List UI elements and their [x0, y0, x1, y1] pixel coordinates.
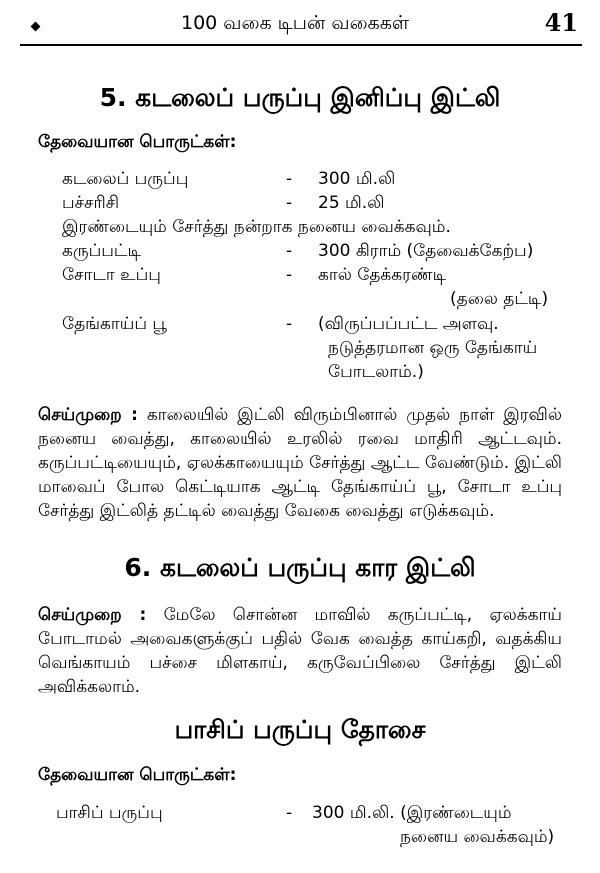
ingredient-name: சோடா உப்பு [62, 265, 161, 285]
recipe-5-title: 5. கடலைப் பருப்பு இனிப்பு இட்லி [99, 83, 501, 112]
ingredient-note: நனைய வைக்கவும்) [400, 827, 555, 847]
ingredient-qty: 300 மி.லி [318, 169, 396, 189]
header-rule [20, 44, 582, 46]
ingredient-name: கடலைப் பருப்பு [62, 169, 189, 189]
ingredient-qty: 300 கிராம் (தேவைக்கேற்ப) [318, 241, 534, 261]
ingredient-row [0, 803, 600, 827]
ingredient-qty: 300 மி.லி. (இரண்டையும் [312, 803, 512, 823]
soak-note: இரண்டையும் சேர்த்து நன்றாக நனைய வைக்கவும். [62, 217, 451, 237]
ingredient-dash: - [286, 169, 293, 189]
method-text: மேலே சொன்ன மாவில் கருப்பட்டி, ஏலக்காய் போடாமல் அவைகளுக்குப் பதில் வேக வைத்த காய்கறி, வதக்கிய வெங்காயம் பச்சை மிளகாய், கருவேப்பிலை சேர்த்து இட்லி அவிக்கலாம். [38, 605, 562, 697]
recipe-7-title: பாசிப் பருப்பு தோசை [174, 715, 426, 744]
ingredient-row [0, 169, 600, 193]
ingredient-name: பாசிப் பருப்பு [56, 803, 163, 823]
ingredient-row [0, 314, 600, 338]
coconut-note-line: நடுத்தரமான ஒரு தேங்காய் [328, 338, 538, 358]
method-label: செய்முறை : [38, 405, 138, 425]
ingredient-name: கருப்பட்டி [62, 241, 141, 261]
running-title: 100 வகை டிபன் வகைகள் [181, 12, 409, 34]
ingredient-dash: - [286, 314, 293, 334]
ingredient-dash: - [286, 193, 293, 213]
ingredient-dash: - [286, 265, 293, 285]
ingredient-dash: - [286, 241, 293, 261]
ingredient-row [0, 241, 600, 265]
ingredient-qty: (விருப்பப்பட்ட அளவு. [318, 314, 499, 334]
ingredient-qty: கால் தேக்கரண்டி [318, 265, 447, 285]
recipe-6-method [38, 603, 562, 699]
ingredient-qty: 25 மி.லி [318, 193, 385, 213]
page-header [0, 0, 600, 40]
ingredient-dash: - [286, 803, 293, 823]
recipe-7-ingredients-heading: தேவையான பொருட்கள்: [38, 765, 237, 785]
soda-note: (தலை தட்டி) [450, 289, 549, 309]
method-label: செய்முறை : [38, 605, 147, 625]
recipe-5-ingredients-heading: தேவையான பொருட்கள்: [38, 132, 237, 152]
ingredient-row [0, 265, 600, 289]
coconut-note-line: போடலாம்.) [328, 362, 424, 382]
recipe-5-method [38, 403, 562, 523]
ingredient-name: தேங்காய்ப் பூ [62, 314, 167, 334]
recipe-6-title: 6. கடலைப் பருப்பு கார இட்லி [124, 553, 476, 582]
ingredient-row [0, 193, 600, 217]
method-text: காலையில் இட்லி விரும்பினால் முதல் நாள் இரவில் நனைய வைத்து, காலையில் உரலில் ரவை மாதிரி ஆட்டவும். கருப்பட்டியையும், ஏலக்காயையும் சேர்த்து ஆட்ட வேண்டும். இட்லி மாவைப் போல கெட்டியாக ஆட்டி தேங்காய்ப் பூ, சோடா உப்பு சேர்த்து இட்லித் தட்டில் வைத்து வேகை வைத்து எடுக்கவும். [38, 405, 562, 521]
ingredient-name: பச்சரிசி [62, 193, 120, 213]
page-number: 41 [544, 8, 578, 37]
diamond-ornament-icon [31, 22, 41, 32]
